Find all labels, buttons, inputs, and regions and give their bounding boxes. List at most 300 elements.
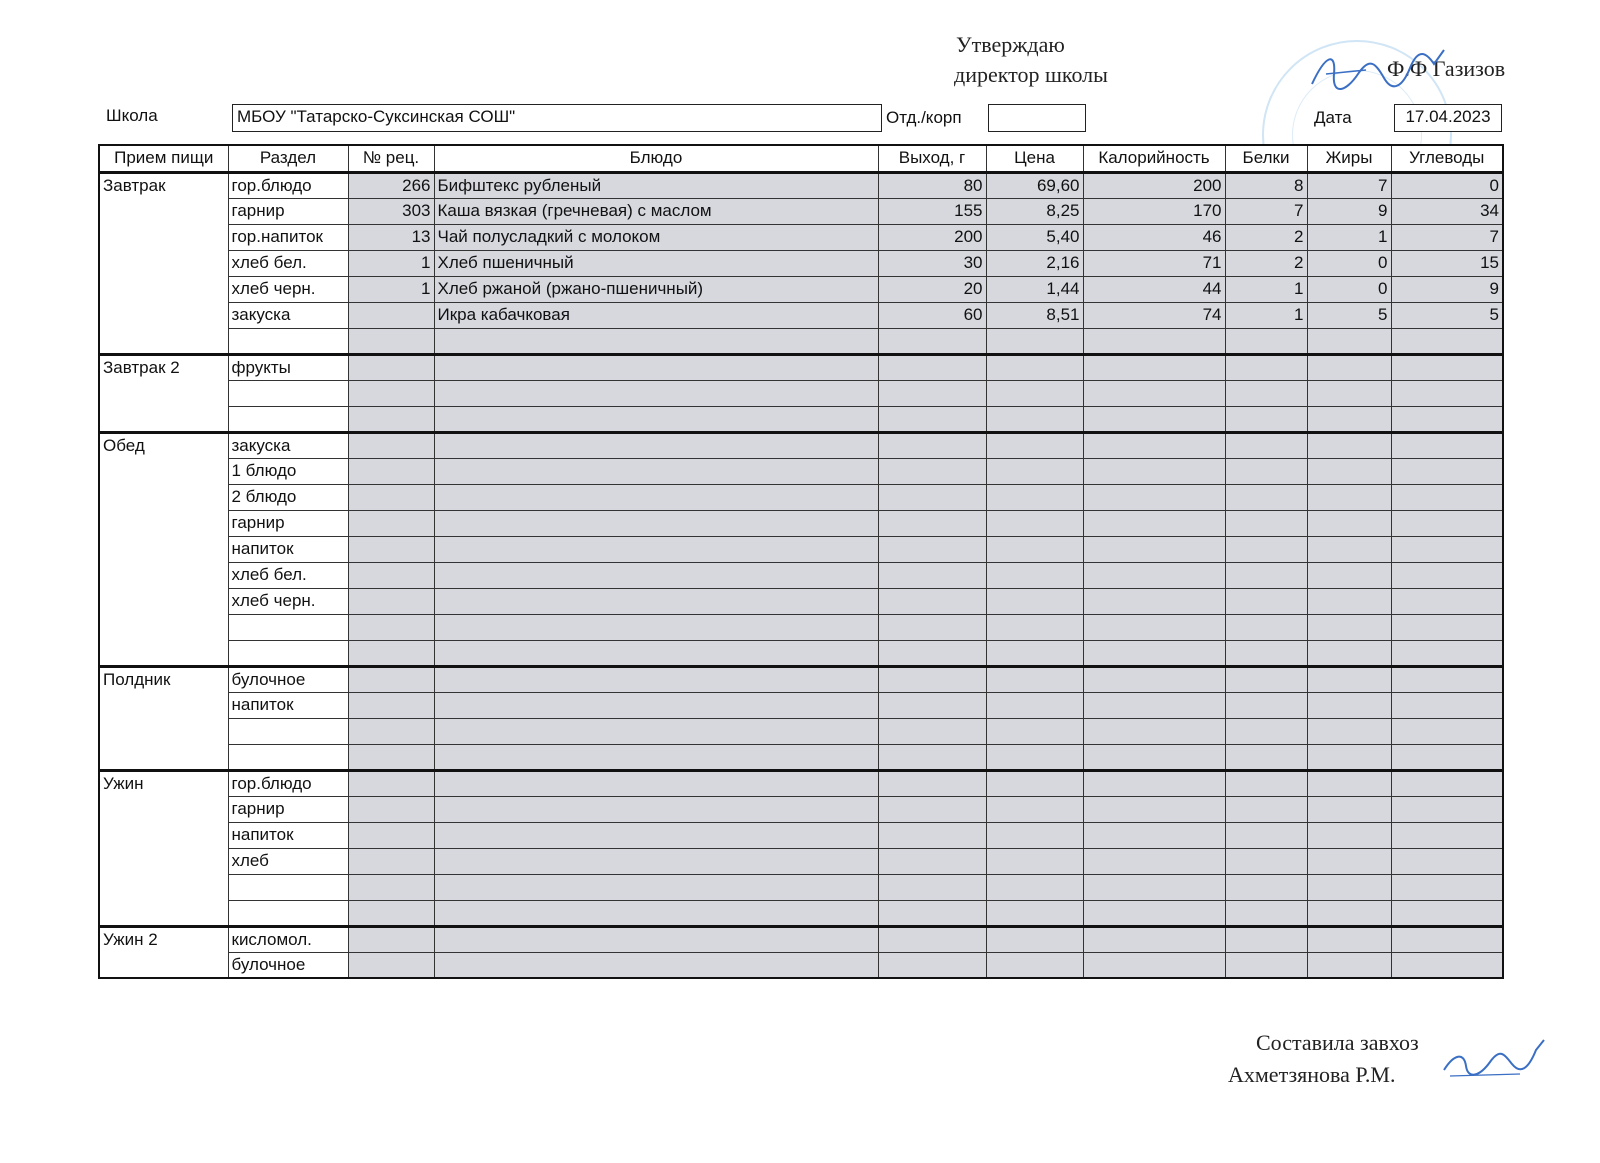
dish-cell xyxy=(434,770,878,796)
school-label: Школа xyxy=(106,106,158,125)
section-cell: гор.блюдо xyxy=(228,770,348,796)
value-cell xyxy=(1307,692,1391,718)
value-cell xyxy=(878,796,986,822)
value-cell: 15 xyxy=(1391,250,1503,276)
table-row xyxy=(99,744,1503,770)
value-cell xyxy=(1083,458,1225,484)
value-cell xyxy=(878,744,986,770)
value-cell xyxy=(1083,900,1225,926)
dish-cell: Чай полусладкий с молоком xyxy=(434,224,878,250)
section-cell xyxy=(228,406,348,432)
value-cell xyxy=(1391,562,1503,588)
dish-cell xyxy=(434,562,878,588)
value-cell xyxy=(986,848,1083,874)
dish-cell: Хлеб ржаной (ржано-пшеничный) xyxy=(434,276,878,302)
value-cell xyxy=(1307,744,1391,770)
value-cell xyxy=(1307,588,1391,614)
value-cell: 2 xyxy=(1225,250,1307,276)
value-cell: 5,40 xyxy=(986,224,1083,250)
section-cell: фрукты xyxy=(228,354,348,380)
value-cell xyxy=(348,666,434,692)
value-cell xyxy=(1307,848,1391,874)
value-cell: 1 xyxy=(1225,276,1307,302)
value-cell xyxy=(1083,848,1225,874)
value-cell xyxy=(348,458,434,484)
col-header: Жиры xyxy=(1307,145,1391,172)
value-cell xyxy=(348,848,434,874)
value-cell xyxy=(1083,718,1225,744)
section-cell: кисломол. xyxy=(228,926,348,952)
table-row xyxy=(99,380,1503,406)
section-cell: 2 блюдо xyxy=(228,484,348,510)
value-cell xyxy=(878,640,986,666)
section-cell xyxy=(228,640,348,666)
value-cell xyxy=(1307,484,1391,510)
director-name: Ф.Ф Газизов xyxy=(1387,56,1506,81)
dish-cell xyxy=(434,588,878,614)
menu-table xyxy=(98,144,1504,979)
value-cell xyxy=(986,874,1083,900)
value-cell: 34 xyxy=(1391,198,1503,224)
dish-cell xyxy=(434,510,878,536)
value-cell xyxy=(1307,562,1391,588)
section-cell: напиток xyxy=(228,692,348,718)
value-cell: 60 xyxy=(878,302,986,328)
value-cell xyxy=(878,770,986,796)
date-label: Дата xyxy=(1314,108,1352,127)
section-cell xyxy=(228,718,348,744)
table-row xyxy=(99,848,1503,874)
value-cell xyxy=(878,328,986,354)
dept-field[interactable] xyxy=(988,104,1086,132)
value-cell xyxy=(1083,562,1225,588)
value-cell: 20 xyxy=(878,276,986,302)
value-cell xyxy=(878,666,986,692)
value-cell: 0 xyxy=(1307,250,1391,276)
section-cell: гарнир xyxy=(228,796,348,822)
value-cell xyxy=(878,952,986,978)
section-cell: булочное xyxy=(228,952,348,978)
value-cell: 13 xyxy=(348,224,434,250)
value-cell: 2 xyxy=(1225,224,1307,250)
value-cell xyxy=(878,354,986,380)
value-cell xyxy=(986,718,1083,744)
dish-cell xyxy=(434,718,878,744)
table-row xyxy=(99,822,1503,848)
dish-cell: Хлеб пшеничный xyxy=(434,250,878,276)
section-cell: напиток xyxy=(228,822,348,848)
value-cell xyxy=(1083,614,1225,640)
section-cell: хлеб xyxy=(228,848,348,874)
value-cell xyxy=(1225,718,1307,744)
value-cell: 1 xyxy=(348,276,434,302)
value-cell: 1 xyxy=(1225,302,1307,328)
value-cell: 9 xyxy=(1391,276,1503,302)
value-cell xyxy=(986,432,1083,458)
table-row xyxy=(99,536,1503,562)
value-cell: 5 xyxy=(1307,302,1391,328)
value-cell: 1,44 xyxy=(986,276,1083,302)
value-cell xyxy=(1307,796,1391,822)
value-cell: 1 xyxy=(348,250,434,276)
dish-cell xyxy=(434,900,878,926)
value-cell xyxy=(986,328,1083,354)
value-cell xyxy=(1083,640,1225,666)
value-cell xyxy=(1225,354,1307,380)
table-row xyxy=(99,406,1503,432)
value-cell xyxy=(1225,458,1307,484)
value-cell xyxy=(348,536,434,562)
value-cell xyxy=(878,926,986,952)
value-cell xyxy=(1225,484,1307,510)
value-cell xyxy=(986,380,1083,406)
dish-cell xyxy=(434,328,878,354)
table-row xyxy=(99,874,1503,900)
value-cell xyxy=(1391,510,1503,536)
value-cell xyxy=(1225,406,1307,432)
value-cell: 2,16 xyxy=(986,250,1083,276)
value-cell xyxy=(348,406,434,432)
section-cell xyxy=(228,380,348,406)
value-cell xyxy=(1307,666,1391,692)
section-cell: булочное xyxy=(228,666,348,692)
dish-cell xyxy=(434,536,878,562)
table-row xyxy=(99,250,1503,276)
value-cell: 8,25 xyxy=(986,198,1083,224)
table-row xyxy=(99,198,1503,224)
value-cell xyxy=(1083,380,1225,406)
value-cell xyxy=(986,510,1083,536)
value-cell xyxy=(1391,406,1503,432)
value-cell xyxy=(1083,328,1225,354)
value-cell xyxy=(1391,926,1503,952)
value-cell xyxy=(1225,536,1307,562)
value-cell xyxy=(348,744,434,770)
dish-cell: Бифштекс рубленый xyxy=(434,172,878,198)
value-cell xyxy=(1083,406,1225,432)
value-cell xyxy=(1307,510,1391,536)
table-row xyxy=(99,562,1503,588)
table-row xyxy=(99,770,1503,796)
value-cell xyxy=(878,432,986,458)
value-cell xyxy=(878,848,986,874)
value-cell xyxy=(1391,432,1503,458)
table-row xyxy=(99,276,1503,302)
col-header: Калорийность xyxy=(1083,145,1225,172)
value-cell xyxy=(1391,536,1503,562)
value-cell xyxy=(1391,744,1503,770)
school-field[interactable]: МБОУ "Татарско-Суксинская СОШ" xyxy=(232,104,882,132)
table-row xyxy=(99,900,1503,926)
table-row xyxy=(99,432,1503,458)
value-cell xyxy=(1391,640,1503,666)
table-row xyxy=(99,666,1503,692)
section-cell: 1 блюдо xyxy=(228,458,348,484)
value-cell: 200 xyxy=(878,224,986,250)
value-cell xyxy=(1307,354,1391,380)
value-cell xyxy=(986,536,1083,562)
dish-cell xyxy=(434,692,878,718)
dish-cell xyxy=(434,614,878,640)
value-cell xyxy=(986,640,1083,666)
value-cell xyxy=(348,562,434,588)
value-cell xyxy=(348,900,434,926)
dish-cell xyxy=(434,458,878,484)
value-cell xyxy=(1391,614,1503,640)
value-cell xyxy=(348,822,434,848)
approval-line-1: Утверждаю xyxy=(956,32,1065,57)
value-cell xyxy=(986,484,1083,510)
value-cell xyxy=(1225,380,1307,406)
dish-cell: Каша вязкая (гречневая) с маслом xyxy=(434,198,878,224)
value-cell xyxy=(986,354,1083,380)
value-cell: 5 xyxy=(1391,302,1503,328)
value-cell: 69,60 xyxy=(986,172,1083,198)
value-cell xyxy=(1391,796,1503,822)
value-cell: 200 xyxy=(1083,172,1225,198)
value-cell xyxy=(1083,926,1225,952)
dish-cell xyxy=(434,380,878,406)
dish-cell xyxy=(434,874,878,900)
value-cell xyxy=(1307,926,1391,952)
value-cell: 0 xyxy=(1307,276,1391,302)
table-row xyxy=(99,692,1503,718)
value-cell xyxy=(1307,406,1391,432)
value-cell xyxy=(348,510,434,536)
value-cell xyxy=(1083,484,1225,510)
value-cell xyxy=(1225,328,1307,354)
value-cell xyxy=(1391,328,1503,354)
value-cell: 46 xyxy=(1083,224,1225,250)
value-cell xyxy=(348,952,434,978)
value-cell: 303 xyxy=(348,198,434,224)
value-cell xyxy=(348,640,434,666)
value-cell xyxy=(986,406,1083,432)
value-cell xyxy=(1225,796,1307,822)
value-cell: 7 xyxy=(1391,224,1503,250)
value-cell xyxy=(1225,692,1307,718)
value-cell xyxy=(1307,458,1391,484)
value-cell xyxy=(1083,952,1225,978)
value-cell xyxy=(878,718,986,744)
section-cell xyxy=(228,614,348,640)
value-cell xyxy=(986,900,1083,926)
value-cell xyxy=(1391,952,1503,978)
section-cell: закуска xyxy=(228,432,348,458)
value-cell xyxy=(878,874,986,900)
value-cell xyxy=(1225,562,1307,588)
section-cell xyxy=(228,874,348,900)
value-cell xyxy=(1225,952,1307,978)
value-cell xyxy=(878,406,986,432)
value-cell xyxy=(986,770,1083,796)
section-cell: напиток xyxy=(228,536,348,562)
value-cell: 74 xyxy=(1083,302,1225,328)
col-header: Цена xyxy=(986,145,1083,172)
value-cell xyxy=(1391,380,1503,406)
value-cell xyxy=(986,796,1083,822)
table-row xyxy=(99,328,1503,354)
section-cell: гор.блюдо xyxy=(228,172,348,198)
dish-cell xyxy=(434,640,878,666)
table-row xyxy=(99,172,1503,198)
table-row xyxy=(99,796,1503,822)
dish-cell xyxy=(434,666,878,692)
approval-line-2: директор школы xyxy=(954,62,1108,87)
value-cell xyxy=(878,692,986,718)
col-header: Белки xyxy=(1225,145,1307,172)
value-cell xyxy=(348,484,434,510)
value-cell xyxy=(348,302,434,328)
director-signature xyxy=(1306,44,1456,104)
table-row xyxy=(99,510,1503,536)
value-cell xyxy=(878,458,986,484)
value-cell xyxy=(986,588,1083,614)
value-cell xyxy=(348,614,434,640)
value-cell xyxy=(1083,692,1225,718)
dish-cell xyxy=(434,952,878,978)
value-cell: 80 xyxy=(878,172,986,198)
meal-name: Ужин 2 xyxy=(99,926,228,978)
dish-cell xyxy=(434,432,878,458)
value-cell: 266 xyxy=(348,172,434,198)
meal-name: Полдник xyxy=(99,666,228,770)
value-cell: 9 xyxy=(1307,198,1391,224)
section-cell: гарнир xyxy=(228,510,348,536)
value-cell: 30 xyxy=(878,250,986,276)
section-cell: хлеб черн. xyxy=(228,276,348,302)
value-cell xyxy=(878,614,986,640)
value-cell xyxy=(1307,874,1391,900)
table-row xyxy=(99,458,1503,484)
value-cell xyxy=(1225,666,1307,692)
value-cell xyxy=(1307,640,1391,666)
value-cell: 7 xyxy=(1225,198,1307,224)
value-cell: 155 xyxy=(878,198,986,224)
col-header: Блюдо xyxy=(434,145,878,172)
value-cell xyxy=(1225,614,1307,640)
value-cell xyxy=(1225,874,1307,900)
dish-cell xyxy=(434,796,878,822)
col-header: Прием пищи xyxy=(99,145,228,172)
value-cell xyxy=(1391,900,1503,926)
value-cell xyxy=(348,354,434,380)
value-cell xyxy=(348,328,434,354)
value-cell: 71 xyxy=(1083,250,1225,276)
value-cell: 170 xyxy=(1083,198,1225,224)
value-cell xyxy=(1225,770,1307,796)
value-cell xyxy=(1225,926,1307,952)
value-cell xyxy=(878,536,986,562)
table-row xyxy=(99,614,1503,640)
section-cell xyxy=(228,900,348,926)
date-field[interactable]: 17.04.2023 xyxy=(1394,104,1502,132)
value-cell xyxy=(986,666,1083,692)
value-cell xyxy=(348,380,434,406)
value-cell xyxy=(1225,640,1307,666)
value-cell xyxy=(1391,822,1503,848)
value-cell xyxy=(878,822,986,848)
value-cell xyxy=(1307,328,1391,354)
section-cell: хлеб черн. xyxy=(228,588,348,614)
value-cell xyxy=(878,900,986,926)
dish-cell xyxy=(434,354,878,380)
meal-name: Завтрак xyxy=(99,172,228,354)
table-row xyxy=(99,224,1503,250)
value-cell xyxy=(1391,874,1503,900)
value-cell: 1 xyxy=(1307,224,1391,250)
value-cell xyxy=(348,588,434,614)
value-cell xyxy=(986,744,1083,770)
section-cell: гор.напиток xyxy=(228,224,348,250)
table-row xyxy=(99,302,1503,328)
meal-name: Обед xyxy=(99,432,228,666)
value-cell xyxy=(1307,614,1391,640)
value-cell xyxy=(1391,718,1503,744)
value-cell xyxy=(348,718,434,744)
value-cell xyxy=(1225,848,1307,874)
value-cell xyxy=(1391,692,1503,718)
section-cell: гарнир xyxy=(228,198,348,224)
section-cell xyxy=(228,328,348,354)
section-cell xyxy=(228,744,348,770)
table-row xyxy=(99,952,1503,978)
value-cell: 0 xyxy=(1391,172,1503,198)
value-cell xyxy=(1391,484,1503,510)
col-header: № рец. xyxy=(348,145,434,172)
value-cell xyxy=(878,380,986,406)
value-cell xyxy=(986,926,1083,952)
value-cell xyxy=(986,822,1083,848)
dish-cell xyxy=(434,406,878,432)
value-cell xyxy=(1083,874,1225,900)
value-cell xyxy=(1307,952,1391,978)
compiled-by-name: Ахметзянова Р.М. xyxy=(1228,1062,1396,1087)
section-cell: хлеб бел. xyxy=(228,562,348,588)
value-cell xyxy=(348,796,434,822)
value-cell xyxy=(1083,432,1225,458)
table-row xyxy=(99,354,1503,380)
value-cell: 7 xyxy=(1307,172,1391,198)
value-cell xyxy=(1307,822,1391,848)
value-cell xyxy=(1225,588,1307,614)
col-header: Выход, г xyxy=(878,145,986,172)
value-cell xyxy=(1083,354,1225,380)
value-cell: 44 xyxy=(1083,276,1225,302)
value-cell xyxy=(1307,900,1391,926)
value-cell xyxy=(1307,432,1391,458)
value-cell xyxy=(348,926,434,952)
value-cell xyxy=(348,692,434,718)
value-cell xyxy=(1225,744,1307,770)
compiled-by-label: Составила завхоз xyxy=(1256,1030,1419,1055)
value-cell xyxy=(1307,770,1391,796)
value-cell xyxy=(1307,718,1391,744)
dish-cell: Икра кабачковая xyxy=(434,302,878,328)
value-cell xyxy=(1307,536,1391,562)
table-row xyxy=(99,484,1503,510)
value-cell xyxy=(1391,666,1503,692)
dept-label: Отд./корп xyxy=(886,108,962,127)
value-cell xyxy=(1083,536,1225,562)
value-cell: 8 xyxy=(1225,172,1307,198)
value-cell xyxy=(1225,510,1307,536)
value-cell xyxy=(986,952,1083,978)
col-header: Углеводы xyxy=(1391,145,1503,172)
table-row xyxy=(99,588,1503,614)
value-cell xyxy=(348,874,434,900)
meal-name: Завтрак 2 xyxy=(99,354,228,432)
